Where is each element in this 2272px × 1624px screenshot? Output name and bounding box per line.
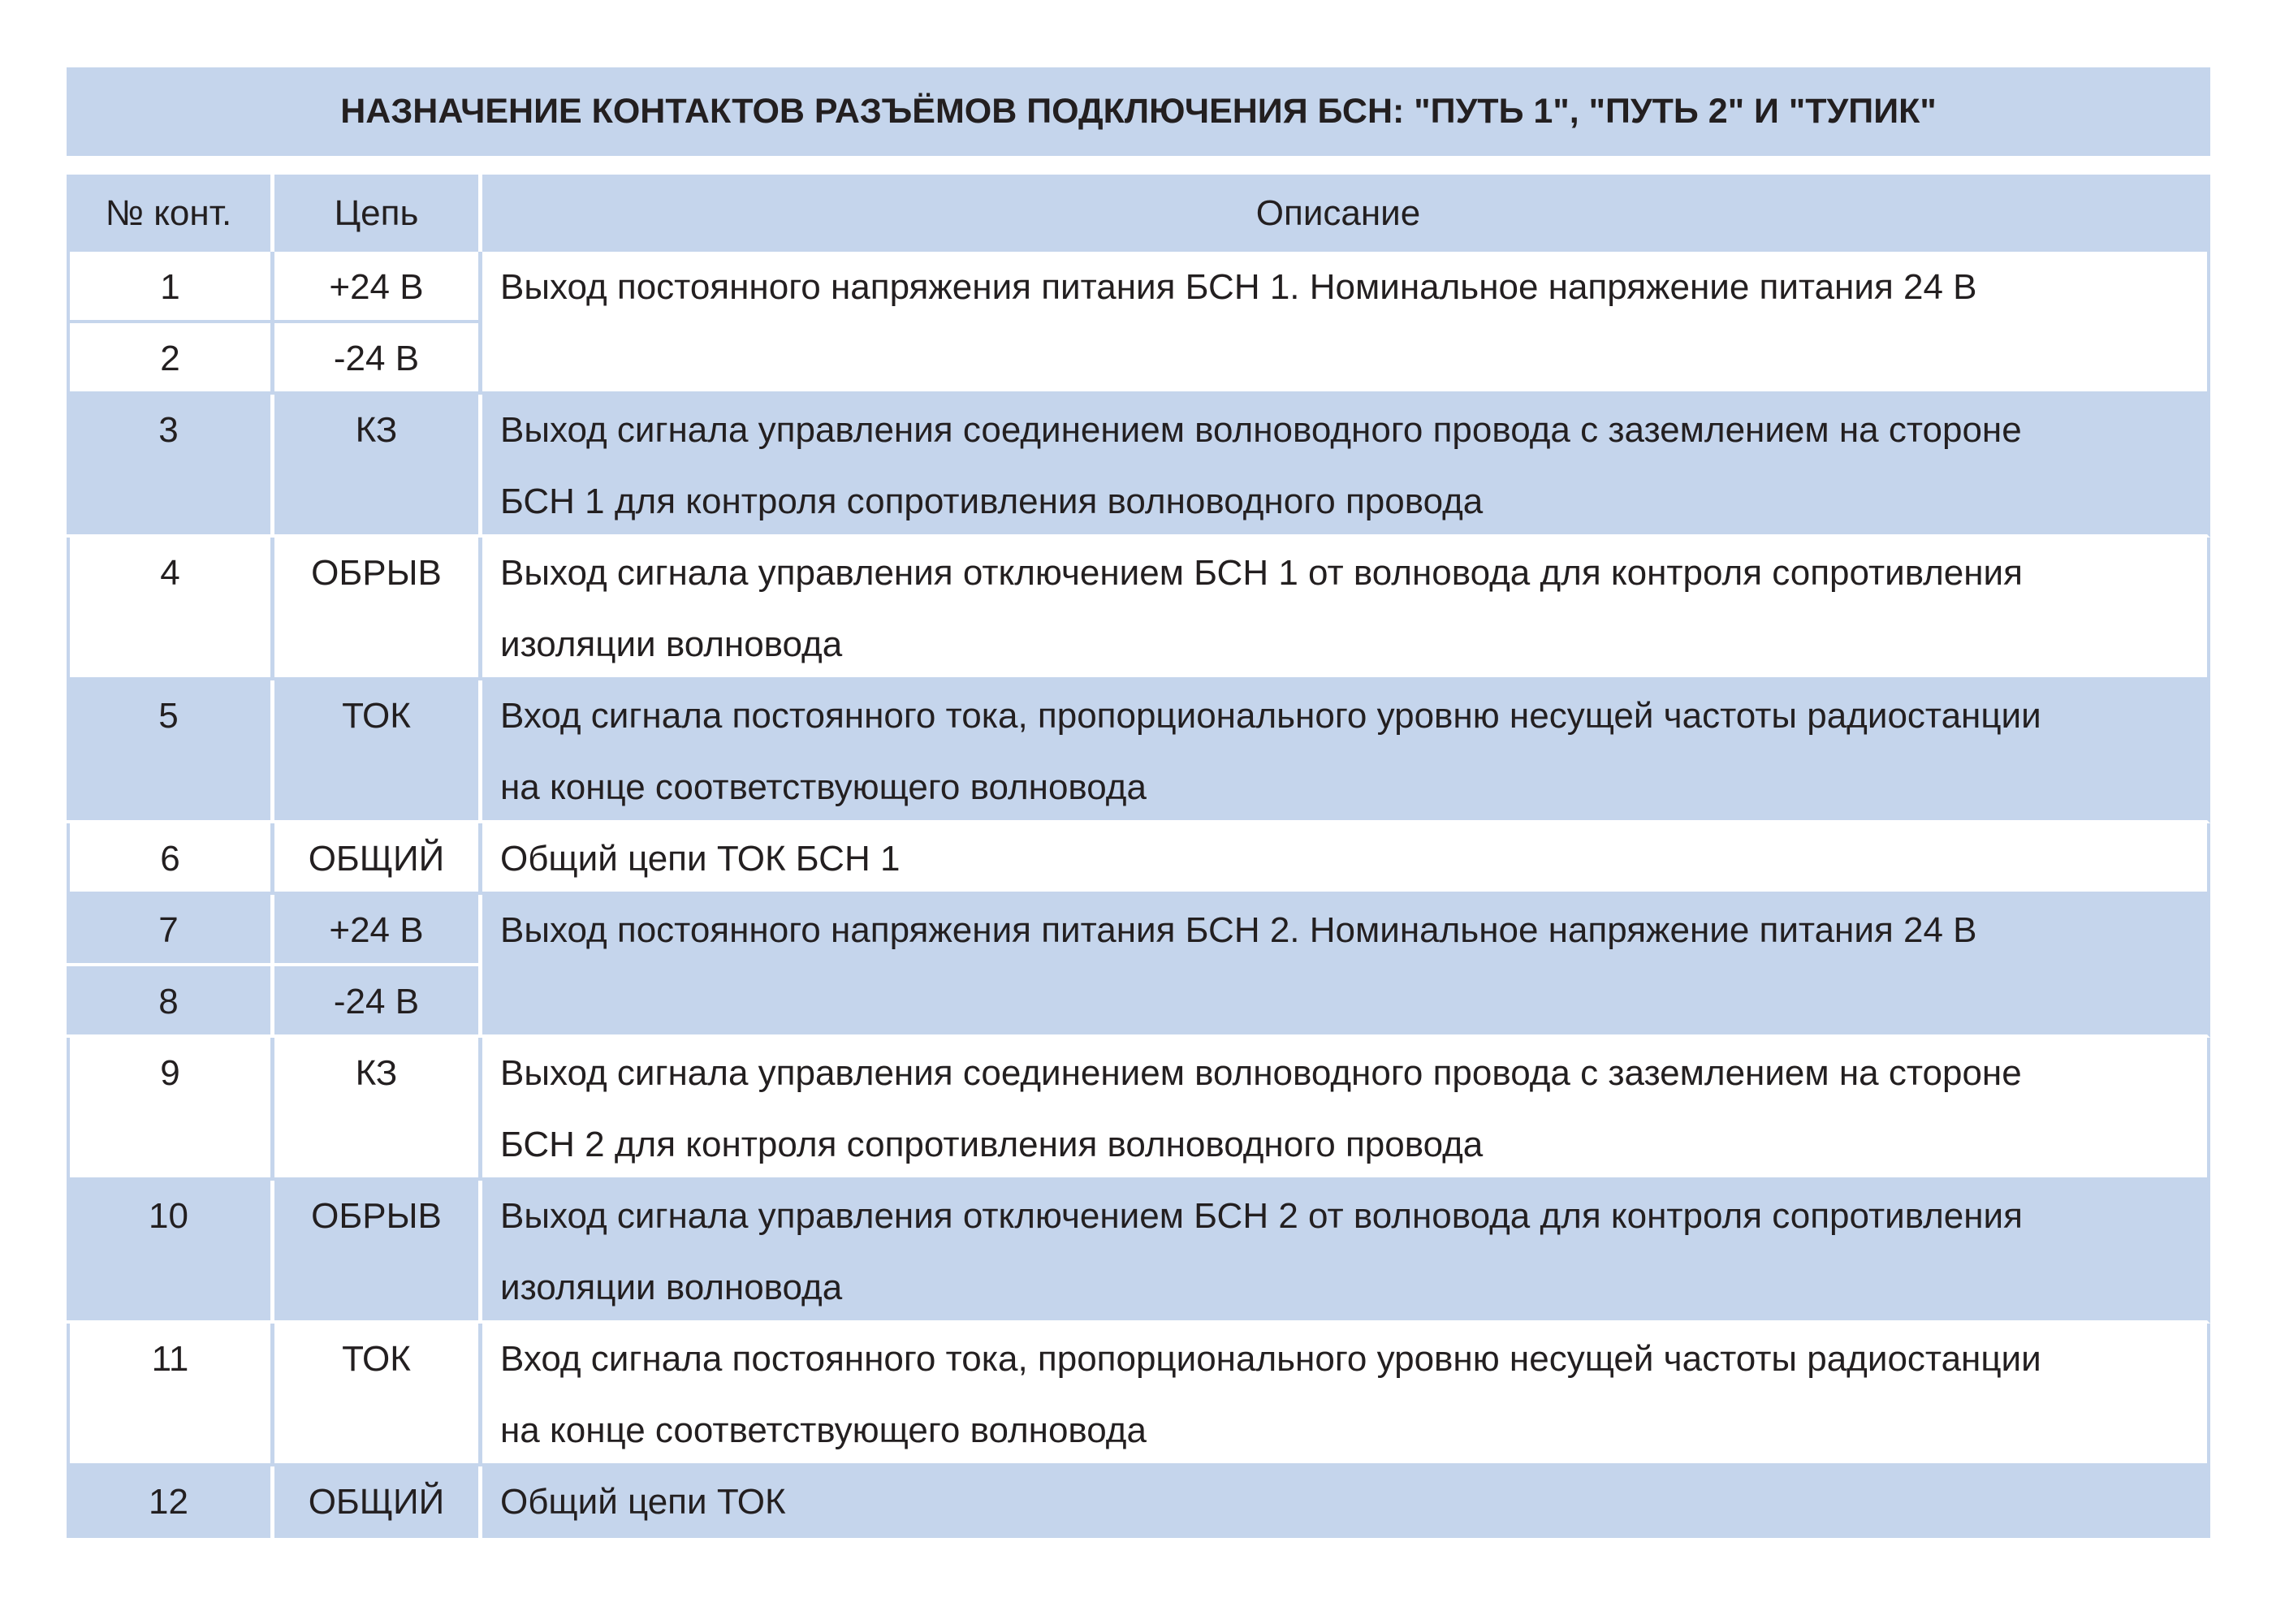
table-cell-circuit: ОБЩИЙ [274,1466,482,1538]
table-cell-num: 12 [67,1466,274,1538]
description-line: Вход сигнала постоянного тока, пропорционального уровню несущей частоты радиостанции [500,1339,2041,1379]
header-description: Описание [1255,193,1421,233]
table-cell-num: 11 [67,1324,274,1466]
table-cell-circuit: ТОК [274,680,482,823]
table-cell-circuit: -24 В [274,966,482,1038]
table-cell-circuit: -24 В [274,323,482,395]
table-cell-num: 7 [67,895,274,966]
table-cell-description [482,680,2210,823]
description-line: Выход постоянного напряжения питания БСН 2. Номинальное напряжение питания 24 В [500,910,1977,950]
table-cell-num: 3 [67,395,274,538]
description-line: БСН 1 для контроля сопротивления волноводного провода [500,482,1484,521]
description-line: Общий цепи ТОК БСН 1 [500,839,901,879]
description-line: Выход сигнала управления соединением волноводного провода с заземлением на стороне [500,1053,2022,1093]
table-cell-description [482,895,2210,1038]
description-line: на конце соответствующего волновода [500,1410,1147,1450]
table-cell-num: 2 [67,323,274,395]
contacts-table [67,175,2210,1538]
header-num: № конт. [67,175,274,252]
table-cell-num: 1 [67,252,274,323]
description-line: Вход сигнала постоянного тока, пропорционального уровню несущей частоты радиостанции [500,696,2041,736]
description-line: на конце соответствующего волновода [500,767,1147,807]
table-cell-circuit: +24 В [274,252,482,323]
description-line: изоляции волновода [500,1268,843,1307]
table-cell-circuit: КЗ [274,395,482,538]
table-cell-num: 8 [67,966,274,1038]
table-cell-description [482,1324,2210,1466]
description-line: БСН 2 для контроля сопротивления волноводного провода [500,1125,1484,1164]
description-line: Общий цепи ТОК [500,1482,786,1522]
table-cell-num: 5 [67,680,274,823]
table-cell-description [482,252,2210,395]
table-cell-description [482,1181,2210,1324]
table-cell-circuit: +24 В [274,895,482,966]
table-cell-num: 10 [67,1181,274,1324]
description-line: Выход постоянного напряжения питания БСН 1. Номинальное напряжение питания 24 В [500,267,1977,307]
table-cell-num: 9 [67,1038,274,1181]
table-cell-description [482,395,2210,538]
table-cell-description [482,1038,2210,1181]
description-line: Выход сигнала управления отключением БСН 1 от волновода для контроля сопротивления [500,553,2023,593]
description-line: Выход сигнала управления отключением БСН 2 от волновода для контроля сопротивления [500,1196,2023,1236]
header-circuit: Цепь [274,175,482,252]
table-cell-circuit: ОБРЫВ [274,538,482,680]
description-line: изоляции волновода [500,624,843,664]
table-cell-circuit: ОБЩИЙ [274,823,482,895]
table-title: НАЗНАЧЕНИЕ КОНТАКТОВ РАЗЪЁМОВ ПОДКЛЮЧЕНИЯ БСН: "ПУТЬ 1", "ПУТЬ 2" И "ТУПИК" [67,67,2210,156]
table-cell-circuit: КЗ [274,1038,482,1181]
description-line: Выход сигнала управления соединением волноводного провода с заземлением на стороне [500,410,2022,450]
table-cell-num: 6 [67,823,274,895]
table-cell-description [482,538,2210,680]
table-cell-description [482,823,2210,895]
table-cell-description [482,1466,2210,1538]
table-cell-circuit: ОБРЫВ [274,1181,482,1324]
table-cell-num: 4 [67,538,274,680]
table-cell-circuit: ТОК [274,1324,482,1466]
